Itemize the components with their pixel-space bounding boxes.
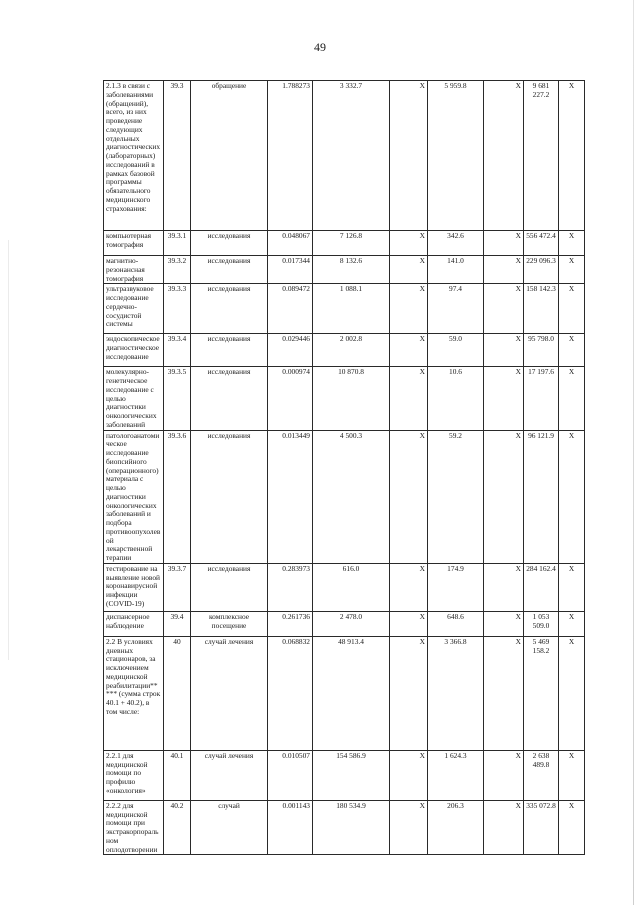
row-unit-cell: исследования [191, 563, 268, 611]
row-x-cell: X [484, 611, 524, 636]
row-x-cell: X [390, 256, 428, 284]
table-row [104, 636, 585, 750]
page-edge-shadow [633, 0, 634, 905]
row-x-cell: X [390, 231, 428, 256]
row-x-cell: X [559, 367, 585, 430]
row-rate-cell: 0.001143 [268, 800, 313, 855]
row-cost-cell: 8 132.6 [313, 256, 390, 284]
row-rate-cell: 0.068832 [268, 636, 313, 750]
table-row [104, 800, 585, 855]
row-x-cell: X [484, 636, 524, 750]
row-percapita-cell: 10.6 [428, 367, 484, 430]
row-x-cell: X [484, 563, 524, 611]
row-cost-cell: 48 913.4 [313, 636, 390, 750]
row-unit-cell: исследования [191, 256, 268, 284]
row-total-cell: 9 681 227.2 [524, 81, 559, 231]
row-x-cell: X [390, 367, 428, 430]
row-x-cell: X [559, 430, 585, 563]
row-x-cell: X [390, 800, 428, 855]
row-unit-cell: случай лечения [191, 636, 268, 750]
row-x-cell: X [390, 611, 428, 636]
row-cost-cell: 616.0 [313, 563, 390, 611]
row-name-cell: 2.2 В условиях дневных стационаров, за исключением медицинской реабилитации***** (сумма строк 40.1 + 40.2), в том числе: [104, 636, 164, 750]
row-percapita-cell: 59.0 [428, 334, 484, 367]
row-name-cell: патологоанатомическое исследование биопсийного (операционного) материала с целью диагностики онкологических заболеваний и подбора противоопухолевой лекарственной терапии [104, 430, 164, 563]
row-x-cell: X [559, 750, 585, 800]
row-cost-cell: 4 500.3 [313, 430, 390, 563]
row-unit-cell: случай лечения [191, 750, 268, 800]
row-percapita-cell: 174.9 [428, 563, 484, 611]
row-percapita-cell: 648.6 [428, 611, 484, 636]
table-row [104, 231, 585, 256]
row-cost-cell: 1 088.1 [313, 284, 390, 334]
row-total-cell: 158 142.3 [524, 284, 559, 334]
row-unit-cell: исследования [191, 367, 268, 430]
row-name-cell: магнитно-резонансная томография [104, 256, 164, 284]
row-rate-cell: 0.010507 [268, 750, 313, 800]
row-total-cell: 335 072.8 [524, 800, 559, 855]
row-x-cell: X [484, 430, 524, 563]
row-unit-cell: исследования [191, 430, 268, 563]
row-name-cell: компьютерная томография [104, 231, 164, 256]
table-row [104, 256, 585, 284]
row-rate-cell: 0.017344 [268, 256, 313, 284]
row-x-cell: X [390, 334, 428, 367]
row-x-cell: X [390, 430, 428, 563]
table-row [104, 563, 585, 611]
row-name-cell: 2.2.1 для медицинской помощи по профилю «онкология» [104, 750, 164, 800]
row-name-cell: эндоскопическое диагностическое исследование [104, 334, 164, 367]
row-unit-cell: исследования [191, 284, 268, 334]
row-total-cell: 229 096.3 [524, 256, 559, 284]
row-cost-cell: 2 002.8 [313, 334, 390, 367]
row-x-cell: X [559, 334, 585, 367]
row-name-cell: диспансерное наблюдение [104, 611, 164, 636]
page-number: 49 [314, 40, 326, 54]
row-rate-cell: 0.013449 [268, 430, 313, 563]
row-line-cell: 40.1 [164, 750, 191, 800]
row-x-cell: X [484, 367, 524, 430]
table-row [104, 611, 585, 636]
row-total-cell: 17 197.6 [524, 367, 559, 430]
row-x-cell: X [484, 81, 524, 231]
row-cost-cell: 154 586.9 [313, 750, 390, 800]
table-row [104, 750, 585, 800]
row-x-cell: X [559, 256, 585, 284]
row-x-cell: X [484, 800, 524, 855]
row-total-cell: 284 162.4 [524, 563, 559, 611]
row-line-cell: 39.3.5 [164, 367, 191, 430]
row-name-cell: 2.2.2 для медицинской помощи при экстракорпоральном оплодотворении [104, 800, 164, 855]
row-total-cell: 1 053 509.0 [524, 611, 559, 636]
row-percapita-cell: 5 959.8 [428, 81, 484, 231]
row-x-cell: X [484, 231, 524, 256]
row-x-cell: X [390, 81, 428, 231]
row-x-cell: X [484, 334, 524, 367]
row-percapita-cell: 3 366.8 [428, 636, 484, 750]
row-unit-cell: исследования [191, 334, 268, 367]
table-row [104, 284, 585, 334]
row-name-cell: 2.1.3 в связи с заболеваниями (обращений), всего, из них проведение следующих отдельных диагностических (лабораторных) исследований в рамках базовой программы обязательного медицинского страхования: [104, 81, 164, 231]
row-x-cell: X [484, 256, 524, 284]
row-x-cell: X [559, 563, 585, 611]
row-percapita-cell: 59.2 [428, 430, 484, 563]
row-x-cell: X [390, 636, 428, 750]
row-line-cell: 39.3.7 [164, 563, 191, 611]
row-line-cell: 39.3 [164, 81, 191, 231]
row-cost-cell: 7 126.8 [313, 231, 390, 256]
row-total-cell: 556 472.4 [524, 231, 559, 256]
row-line-cell: 40.2 [164, 800, 191, 855]
row-x-cell: X [390, 563, 428, 611]
data-table [103, 80, 585, 855]
row-x-cell: X [559, 284, 585, 334]
row-line-cell: 39.3.6 [164, 430, 191, 563]
row-unit-cell: случай [191, 800, 268, 855]
row-x-cell: X [559, 81, 585, 231]
row-x-cell: X [559, 636, 585, 750]
row-percapita-cell: 342.6 [428, 231, 484, 256]
row-percapita-cell: 206.3 [428, 800, 484, 855]
row-line-cell: 39.3.3 [164, 284, 191, 334]
row-total-cell: 2 638 489.8 [524, 750, 559, 800]
row-x-cell: X [559, 611, 585, 636]
row-total-cell: 95 798.0 [524, 334, 559, 367]
row-rate-cell: 1.788273 [268, 81, 313, 231]
row-percapita-cell: 141.0 [428, 256, 484, 284]
page-edge-shadow-left [8, 240, 9, 660]
table-row [104, 81, 585, 231]
row-line-cell: 39.3.4 [164, 334, 191, 367]
row-unit-cell: комплексное посещение [191, 611, 268, 636]
table-row [104, 430, 585, 563]
row-x-cell: X [390, 284, 428, 334]
row-line-cell: 39.4 [164, 611, 191, 636]
row-name-cell: молекулярно-генетическое исследование с целью диагностики онкологических заболеваний [104, 367, 164, 430]
row-rate-cell: 0.048067 [268, 231, 313, 256]
row-percapita-cell: 97.4 [428, 284, 484, 334]
row-name-cell: тестирование на выявление новой коронавирусной инфекции (COVID-19) [104, 563, 164, 611]
row-rate-cell: 0.089472 [268, 284, 313, 334]
row-rate-cell: 0.000974 [268, 367, 313, 430]
row-percapita-cell: 1 624.3 [428, 750, 484, 800]
row-x-cell: X [390, 750, 428, 800]
row-cost-cell: 2 478.0 [313, 611, 390, 636]
row-total-cell: 96 121.9 [524, 430, 559, 563]
row-cost-cell: 3 332.7 [313, 81, 390, 231]
row-x-cell: X [484, 750, 524, 800]
table-row [104, 334, 585, 367]
row-x-cell: X [559, 800, 585, 855]
row-line-cell: 40 [164, 636, 191, 750]
table-body [104, 81, 585, 855]
row-cost-cell: 180 534.9 [313, 800, 390, 855]
row-rate-cell: 0.029446 [268, 334, 313, 367]
row-x-cell: X [559, 231, 585, 256]
row-rate-cell: 0.261736 [268, 611, 313, 636]
row-x-cell: X [484, 284, 524, 334]
row-unit-cell: обращение [191, 81, 268, 231]
row-total-cell: 5 469 158.2 [524, 636, 559, 750]
row-line-cell: 39.3.2 [164, 256, 191, 284]
row-cost-cell: 10 870.8 [313, 367, 390, 430]
row-unit-cell: исследования [191, 231, 268, 256]
row-rate-cell: 0.283973 [268, 563, 313, 611]
row-name-cell: ультразвуковое исследование сердечно-сосудистой системы [104, 284, 164, 334]
table-row [104, 367, 585, 430]
row-line-cell: 39.3.1 [164, 231, 191, 256]
